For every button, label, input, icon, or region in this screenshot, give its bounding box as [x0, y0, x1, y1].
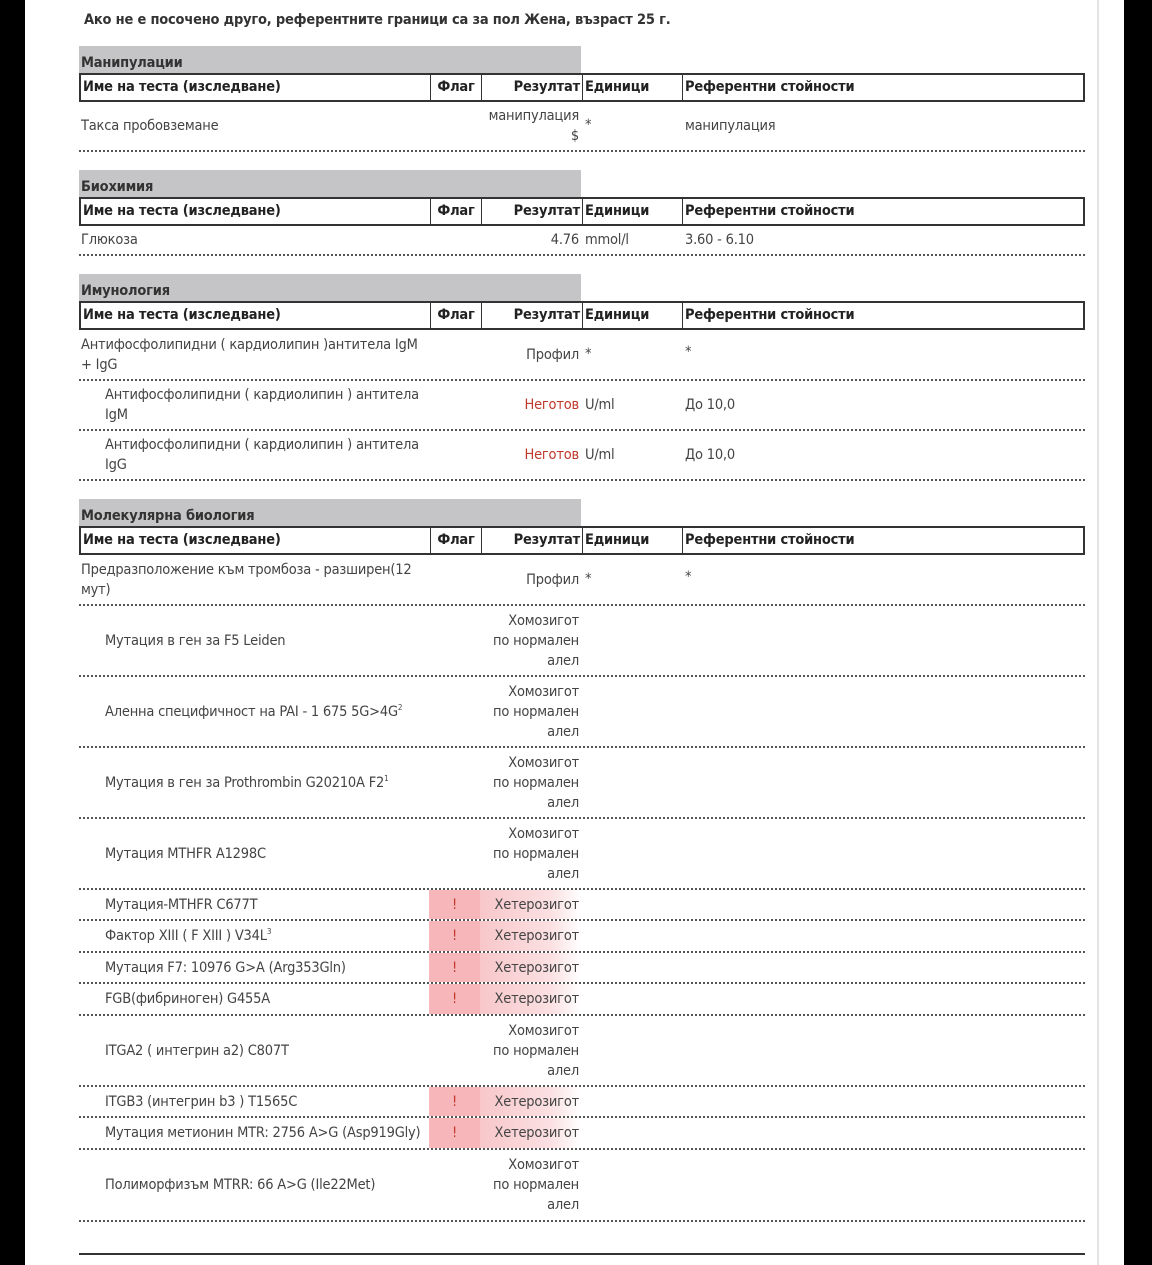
- table-row[interactable]: [79, 381, 1085, 431]
- table-row[interactable]: [79, 748, 1085, 819]
- column-header-result: Резултат: [482, 75, 583, 100]
- flag-cell: [429, 1087, 480, 1116]
- column-header-name: Име на теста (изследване): [81, 199, 431, 224]
- result-line: 4.76: [550, 232, 579, 248]
- column-header-result: Резултат: [482, 528, 583, 553]
- alert-flag-icon: !: [451, 991, 458, 1007]
- result-value: [524, 395, 579, 415]
- alert-flag-icon: !: [451, 928, 458, 944]
- test-name-text: Антифосфолипидни ( кардиолипин )антитела IgM + IgG: [81, 336, 418, 373]
- test-name-text: Мутация в ген за Prothrombin G20210A F2: [105, 774, 385, 791]
- column-header-name: Име на теста (изследване): [81, 528, 431, 553]
- column-header-result: Резултат: [482, 303, 583, 328]
- table-row[interactable]: [79, 1016, 1085, 1087]
- result-value: [495, 926, 580, 946]
- flag-cell: [429, 1016, 480, 1085]
- flag-cell: [429, 890, 480, 919]
- result-value: [495, 1123, 580, 1143]
- result-line: Хомозигот: [508, 754, 579, 771]
- flag-cell: [429, 1150, 480, 1220]
- result-cell: [480, 1150, 581, 1220]
- test-name-text: Мутация MTHFR A1298C: [105, 845, 266, 862]
- column-header-units: Единици: [583, 528, 683, 553]
- result-value: [526, 345, 579, 365]
- result-line: алел: [547, 794, 579, 811]
- test-name: [79, 560, 429, 600]
- result-line: Хетерозигот: [494, 991, 579, 1007]
- units-cell: mmol/l: [585, 232, 629, 248]
- test-name-text: Такса пробовземане: [81, 118, 219, 134]
- column-header-reference: Референтни стойности: [685, 307, 855, 323]
- test-name-text: Мутация F7: 10976 G>A (Arg353Gln): [105, 959, 346, 976]
- test-name-text: Предразположение към тромбоза - разширен(12 мут): [81, 561, 412, 598]
- table-row[interactable]: [79, 330, 1085, 381]
- column-header-units: Единици: [583, 199, 683, 224]
- result-value: [495, 989, 580, 1009]
- test-name: [79, 116, 429, 136]
- test-name-text: Антифосфолипидни ( кардиолипин ) антитела IgM: [105, 387, 419, 423]
- flag-cell: [429, 431, 480, 479]
- reference-cell: *: [685, 344, 692, 360]
- result-line: по нормален: [493, 845, 579, 862]
- result-cell: [480, 921, 581, 951]
- test-name: [79, 702, 429, 722]
- table-header: [79, 197, 1085, 226]
- result-line: Хомозигот: [508, 1157, 579, 1173]
- test-name: [79, 895, 429, 915]
- result-value: [493, 753, 579, 813]
- result-cell: [480, 1016, 581, 1085]
- result-value: [493, 682, 579, 742]
- section-title: Манипулации: [79, 46, 581, 73]
- test-name: [79, 385, 429, 425]
- result-cell: [480, 1118, 581, 1148]
- reference-cell: *: [685, 569, 692, 585]
- result-cell: [480, 819, 581, 888]
- table-row[interactable]: [79, 677, 1085, 748]
- result-value: [495, 895, 580, 915]
- result-cell: [480, 748, 581, 817]
- test-name-text: Антифосфолипидни ( кардиолипин ) антитела IgG: [105, 437, 419, 473]
- result-value: [493, 824, 579, 884]
- result-line: Профил: [526, 346, 579, 363]
- result-line: по нормален: [493, 703, 579, 720]
- result-line: Хетерозигот: [494, 959, 579, 976]
- test-name: [79, 1123, 429, 1143]
- result-line: Неготов: [524, 447, 579, 463]
- result-line: алел: [547, 1197, 579, 1213]
- column-header-flag: Флаг: [431, 528, 482, 553]
- units-cell: *: [585, 117, 592, 133]
- section-title: Биохимия: [79, 170, 581, 197]
- table-row[interactable]: [79, 984, 1085, 1016]
- test-name: [79, 989, 429, 1009]
- column-header-name: Име на теста (изследване): [81, 303, 431, 328]
- table-row[interactable]: [79, 819, 1085, 890]
- alert-flag-icon: !: [451, 1125, 458, 1141]
- column-header-reference: Референтни стойности: [685, 532, 855, 548]
- result-value: [495, 958, 580, 978]
- test-name: [79, 435, 429, 475]
- result-line: Профил: [526, 571, 579, 588]
- result-cell: [480, 431, 581, 479]
- result-value: [489, 106, 579, 146]
- units-cell: U/ml: [585, 447, 615, 463]
- column-header-units: Единици: [583, 303, 683, 328]
- table-row[interactable]: [79, 431, 1085, 481]
- section-2: [79, 274, 1085, 481]
- result-line: по нормален: [493, 1177, 579, 1193]
- flag-cell: [429, 606, 480, 675]
- table-header: [79, 526, 1085, 555]
- column-header-flag: Флаг: [431, 75, 482, 100]
- flag-cell: [429, 330, 480, 379]
- footnote-marker: 2: [397, 702, 403, 712]
- test-name-text: ITGA2 ( интегрин a2) C807T: [105, 1042, 289, 1059]
- flag-cell: [429, 677, 480, 746]
- column-header-units: Единици: [583, 75, 683, 100]
- column-header-flag: Флаг: [431, 199, 482, 224]
- alert-flag-icon: !: [451, 1093, 458, 1110]
- reference-cell: манипулация: [685, 118, 776, 134]
- reference-cell: До 10,0: [685, 397, 735, 413]
- table-header: [79, 301, 1085, 330]
- result-value: [526, 570, 579, 590]
- result-line: $: [570, 128, 579, 144]
- bottom-rule: [79, 1253, 1085, 1255]
- table-row[interactable]: [79, 102, 1085, 152]
- table-header: [79, 73, 1085, 102]
- footnote-marker: 3: [266, 927, 272, 937]
- result-line: Хомозигот: [508, 683, 579, 700]
- test-name: [79, 926, 429, 946]
- result-value: [493, 611, 579, 671]
- units-cell: *: [585, 346, 592, 362]
- result-line: алел: [547, 652, 579, 669]
- table-row[interactable]: [79, 921, 1085, 953]
- page-edge-divider: [1097, 0, 1099, 1265]
- test-name: [79, 1175, 429, 1195]
- flag-cell: [429, 921, 480, 951]
- column-header-result: Резултат: [482, 199, 583, 224]
- table-row[interactable]: [79, 555, 1085, 606]
- table-row[interactable]: [79, 606, 1085, 677]
- lab-report-page: [25, 0, 1124, 1265]
- column-header-reference: Референтни стойности: [685, 203, 855, 219]
- table-row[interactable]: [79, 226, 1085, 256]
- result-cell: [480, 555, 581, 604]
- result-value: [493, 1021, 579, 1081]
- result-line: Хетерозигот: [494, 1125, 579, 1141]
- test-name-text: FGB(фибриноген) G455A: [105, 991, 270, 1007]
- result-cell: [480, 381, 581, 429]
- result-cell: [480, 330, 581, 379]
- reference-cell: До 10,0: [685, 447, 735, 463]
- table-row[interactable]: [79, 1150, 1085, 1222]
- flag-cell: [429, 102, 480, 150]
- reference-note: Ако не е посочено друго, референтните граници са за пол Жена, възраст 25 г.: [84, 12, 671, 28]
- result-value: [495, 1092, 580, 1112]
- result-cell: [480, 606, 581, 675]
- test-name: [79, 1092, 429, 1112]
- test-name: [79, 1041, 429, 1061]
- section-3: [79, 499, 1085, 1222]
- result-value: [524, 445, 579, 465]
- result-line: Хомозигот: [508, 612, 579, 629]
- table-row[interactable]: [79, 1118, 1085, 1150]
- test-name-text: Полиморфизъм MTRR: 66 A>G (Ile22Met): [105, 1177, 376, 1193]
- section-title: Молекулярна биология: [79, 499, 581, 526]
- result-line: Хетерозигот: [494, 896, 579, 913]
- flag-cell: [429, 984, 480, 1014]
- column-header-name: Име на теста (изследване): [81, 75, 431, 100]
- section-1: [79, 170, 1085, 256]
- result-cell: [480, 953, 581, 982]
- test-name-text: Мутация-MTHFR C677T: [105, 896, 258, 913]
- section-0: [79, 46, 1085, 152]
- result-cell: [480, 890, 581, 919]
- test-name-text: Фактор XIII ( F XIII ) V34L: [105, 928, 267, 944]
- test-name-text: Мутация метионин MTR: 2756 A>G (Asp919Gly): [105, 1125, 421, 1141]
- result-line: Хомозигот: [508, 825, 579, 842]
- result-line: по нормален: [493, 774, 579, 791]
- test-name-text: ITGB3 (интегрин b3 ) T1565C: [105, 1093, 298, 1110]
- test-name-text: Глюкоза: [81, 232, 138, 248]
- test-name: [79, 335, 429, 375]
- result-cell: [480, 102, 581, 150]
- flag-cell: [429, 226, 480, 254]
- test-name: [79, 844, 429, 864]
- table-row[interactable]: [79, 953, 1085, 984]
- result-line: алел: [547, 723, 579, 740]
- flag-cell: [429, 819, 480, 888]
- table-row[interactable]: [79, 890, 1085, 921]
- result-cell: [480, 226, 581, 254]
- result-line: алел: [547, 865, 579, 882]
- result-line: Неготов: [524, 397, 579, 413]
- test-name: [79, 631, 429, 651]
- column-header-reference: Референтни стойности: [685, 79, 855, 95]
- test-name-text: Аленна специфичност на PAI - 1 675 5G>4G: [105, 703, 398, 720]
- result-cell: [480, 677, 581, 746]
- result-line: манипулация: [488, 108, 579, 124]
- result-cell: [480, 984, 581, 1014]
- result-line: по нормален: [493, 632, 579, 649]
- result-line: Хетерозигот: [494, 928, 579, 944]
- units-cell: *: [585, 571, 592, 587]
- result-line: Хомозигот: [508, 1022, 579, 1039]
- result-value: [551, 230, 579, 250]
- result-cell: [480, 1087, 581, 1116]
- alert-flag-icon: !: [451, 959, 458, 976]
- table-row[interactable]: [79, 1087, 1085, 1118]
- test-name-text: Мутация в ген за F5 Leiden: [105, 632, 286, 649]
- section-title: Имунология: [79, 274, 581, 301]
- result-line: Хетерозигот: [494, 1093, 579, 1110]
- flag-cell: [429, 381, 480, 429]
- flag-cell: [429, 555, 480, 604]
- result-line: алел: [547, 1062, 579, 1079]
- flag-cell: [429, 1118, 480, 1148]
- footnote-marker: 1: [384, 773, 389, 783]
- alert-flag-icon: !: [451, 896, 458, 913]
- flag-cell: [429, 748, 480, 817]
- test-name: [79, 773, 429, 793]
- test-name: [79, 958, 429, 978]
- reference-cell: 3.60 - 6.10: [685, 232, 754, 248]
- result-value: [493, 1155, 579, 1215]
- flag-cell: [429, 953, 480, 982]
- test-name: [79, 230, 429, 250]
- column-header-flag: Флаг: [431, 303, 482, 328]
- result-line: по нормален: [493, 1042, 579, 1059]
- units-cell: U/ml: [585, 397, 615, 413]
